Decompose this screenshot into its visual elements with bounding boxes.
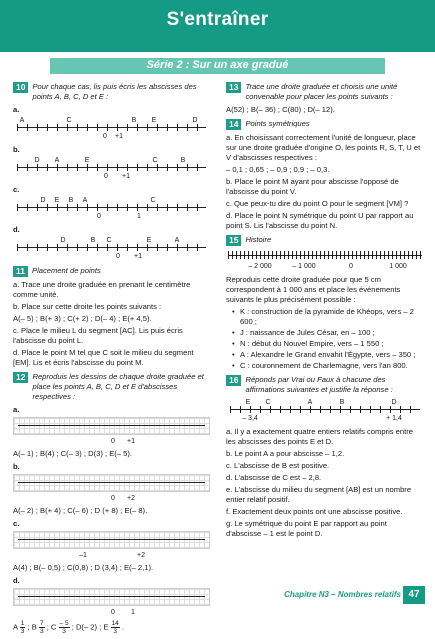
exercise-13 — [226, 82, 424, 115]
statement-g: g. Le symétrique du point E par rapport au point d'abscisse – 1 est le point D. — [226, 519, 387, 538]
point-label: C — [265, 399, 271, 406]
exercise-number: 16 — [226, 375, 241, 386]
fraction: $\frac{14}{3}$ — [111, 620, 119, 635]
number-line-a — [13, 116, 210, 142]
question-c: c. Que peux-tu dire du point O pour le segment [VM] ? — [226, 199, 409, 208]
points-list: A(– 5) ; B(+ 3) ; C(+ 2) ; D(– 4) ; E(+ 4,5). — [13, 314, 152, 323]
question-d: d. Place le point N symétrique du point U par rapport au point S. Lis l'abscisse du point N. — [226, 211, 414, 230]
tick-label: 1 — [137, 213, 141, 220]
list-item: • J : naissance de Jules César, en – 100 ; — [232, 328, 424, 338]
fraction: $\frac{1}{3}$ — [20, 620, 25, 635]
points-list: A(4) ; B(– 0,5) ; C(0,8) ; D (3,4) ; E(– 2,1). — [13, 563, 154, 572]
number-line-c — [13, 196, 210, 222]
tick-label: +1 — [122, 173, 130, 180]
tick-label: – 2 000 — [248, 263, 272, 270]
statement-d: d. L'abscisse de C est – 2,8. — [226, 473, 322, 482]
point-label: E — [245, 399, 251, 406]
points-list: A(– 2) ; B(+ 4) ; C(– 6) ; D (+ 8) ; E(– 8). — [13, 506, 148, 515]
tick-label: +2 — [137, 552, 145, 559]
exercise-title: Pour chaque cas, lis puis écris les abscisses des points A, B, C, D et E : — [32, 82, 197, 101]
point-label: E — [151, 117, 157, 124]
point-label: C — [150, 197, 156, 204]
exercise-12 — [13, 372, 210, 635]
part-label: d. — [13, 225, 20, 234]
statement-c: c. L'abscisse de B est positive. — [226, 461, 330, 470]
list-item: • C : couronnement de Charlemagne, vers l'an 800. — [232, 361, 424, 371]
point-label: D — [192, 117, 198, 124]
question-d: d. Place le point M tel que C soit le milieu du segment [EM]. Lis et écris l'abscisse du point M. — [13, 348, 194, 367]
tick-label: 0 — [116, 253, 120, 260]
fraction-points-list: A $\frac{1}{3}$ ; B $\frac{7}{3}$ ; C $\frac{- 5}{3}$ ; D(– 2) ; E $\frac{14}{3}$ . — [13, 620, 125, 635]
grid-number-line-b — [13, 474, 210, 492]
part-label: b. — [13, 145, 20, 154]
point-label: E — [146, 237, 152, 244]
exercise-number: 11 — [13, 266, 28, 277]
tick-label: 0 — [103, 133, 107, 140]
part-label: d. — [13, 576, 20, 585]
exercise-title: Histoire — [245, 235, 272, 244]
points-list: A(52) ; B(– 36) ; C(80) ; D(– 12). — [226, 105, 335, 114]
left-column — [13, 82, 210, 639]
page-header — [0, 0, 435, 52]
fraction: $\frac{7}{3}$ — [39, 620, 44, 635]
part-label: a. — [13, 405, 20, 414]
exercise-number: 10 — [13, 82, 28, 93]
tick-label: 0 — [111, 495, 115, 502]
point-name: ; B — [27, 622, 37, 632]
exercise-number: 14 — [226, 119, 241, 130]
tick-label: 0 — [104, 173, 108, 180]
point-label: B — [68, 197, 74, 204]
series-title: Série 2 : Sur un axe gradué — [146, 59, 289, 71]
statement-f: f. Exactement deux points ont une abscisse positive. — [226, 507, 403, 516]
tick-label: +1 — [115, 133, 123, 140]
list-item: • N : début du Nouvel Empire, vers – 1 550 ; — [232, 339, 424, 349]
point-label: D — [60, 237, 66, 244]
exercise-number: 13 — [226, 82, 241, 93]
instructions: Reproduis cette droite graduée pour que 5 cm correspondent à 1 000 ans et place les événements suivants le plus précisément possible : — [226, 275, 401, 304]
point-name: ; C — [46, 622, 57, 632]
question-b: b. Place sur cette droite les points suivants : — [13, 302, 162, 311]
tick-label: + 1,4 — [386, 415, 402, 422]
fraction: $\frac{- 5}{3}$ — [59, 620, 69, 635]
grid-number-line-c — [13, 531, 210, 549]
statement-b: b. Le point A a pour abscisse – 1,2. — [226, 449, 345, 458]
point-label: E — [84, 157, 90, 164]
exercise-title: Réponds par Vrai ou Faux à chacune des affirmations suivantes et justifie la réponse : — [245, 375, 393, 394]
points-list: – 0,1 ; 0,65 ; – 0,9 ; 0,9 ; – 0,3. — [226, 165, 330, 174]
point-label: D — [34, 157, 40, 164]
part-label: a. — [13, 105, 20, 114]
history-number-line — [226, 249, 424, 273]
exercise-15 — [226, 235, 424, 371]
question-a: a. En choisissant correctement l'unité de longueur, place sur une droite graduée d'origine O, les points R, S, T, U et V d'abscisses respectives : — [226, 133, 421, 162]
point-label: A — [307, 399, 313, 406]
page-title: S'entraîner — [166, 9, 269, 30]
exercise-title: Trace une droite graduée et choisis une unité convenable pour placer les points suivants : — [245, 82, 398, 101]
exercise-10 — [13, 82, 210, 262]
point-label: D — [40, 197, 46, 204]
list-item: • A : Alexandre le Grand envahit l'Égypte, vers – 350 ; — [232, 350, 424, 360]
right-column — [226, 82, 424, 543]
question-c: c. Place le milieu L du segment [AC]. Lis puis écris l'abscisse du point L. — [13, 326, 183, 345]
series-banner — [50, 58, 385, 74]
number-line-16 — [226, 398, 424, 424]
grid-number-line-d — [13, 588, 210, 606]
chapter-footer: Chapitre N3 – Nombres relatifs — [284, 590, 401, 599]
grid-number-line-a — [13, 417, 210, 435]
point-label: C — [152, 157, 158, 164]
points-list: A(– 1) ; B(4) ; C(– 3) ; D(3) ; E(– 5). — [13, 449, 132, 458]
tick-label: +1 — [127, 438, 135, 445]
exercise-number: 15 — [226, 235, 241, 246]
point-label: B — [180, 157, 186, 164]
tick-label: +1 — [134, 253, 142, 260]
point-label: E — [54, 197, 60, 204]
part-label: c. — [13, 185, 20, 194]
tick-label: 0 — [349, 263, 353, 270]
point-label: C — [66, 117, 72, 124]
list-item: • K : construction de la pyramide de Khéops, vers – 2 600 ; — [232, 307, 424, 327]
point-label: A — [82, 197, 88, 204]
tick-label: 0 — [111, 438, 115, 445]
tick-label: – 1 000 — [292, 263, 316, 270]
tick-label: – 3,4 — [242, 415, 258, 422]
point-label: B — [131, 117, 137, 124]
tick-label: 0 — [97, 213, 101, 220]
page-number: 47 — [403, 586, 425, 604]
tick-label: +2 — [127, 495, 135, 502]
point-label: B — [339, 399, 345, 406]
point-name: ; D(– 2) ; E — [71, 622, 109, 632]
tick-label: –1 — [79, 552, 87, 559]
exercise-title: Points symétriques — [245, 119, 310, 128]
exercise-14 — [226, 119, 424, 231]
part-label: c. — [13, 519, 20, 528]
point-label: A — [174, 237, 180, 244]
point-label: A — [19, 117, 25, 124]
exercise-16 — [226, 375, 424, 539]
exercise-title: Placement de points — [32, 266, 101, 275]
exercise-11 — [13, 266, 210, 368]
tick-label: 1 000 — [389, 263, 407, 270]
question-b: b. Place le point M ayant pour abscisse l'opposé de l'abscisse du point V. — [226, 177, 399, 196]
exercise-title: Reproduis les dessins de chaque droite graduée et place les points A, B, C, D et E d'abscisses respectives : — [32, 372, 204, 401]
number-line-b — [13, 156, 210, 182]
statement-a: a. Il y a exactement quatre entiers relatifs compris entre les abscisses des points E et D. — [226, 427, 413, 446]
tick-label: 0 — [111, 609, 115, 616]
statement-e: e. L'abscisse du milieu du segment [AB] est un nombre entier relatif positif. — [226, 485, 412, 504]
number-line-d — [13, 236, 210, 262]
point-label: A — [54, 157, 60, 164]
point-label: D — [391, 399, 397, 406]
exercise-number: 12 — [13, 372, 28, 383]
events-list — [232, 307, 424, 371]
part-label: b. — [13, 462, 20, 471]
point-label: B — [90, 237, 96, 244]
tick-label: 1 — [131, 609, 135, 616]
question-a: a. Trace une droite graduée en prenant le centimètre comme unité. — [13, 280, 191, 299]
point-label: C — [106, 237, 112, 244]
point-name: A — [13, 622, 18, 632]
